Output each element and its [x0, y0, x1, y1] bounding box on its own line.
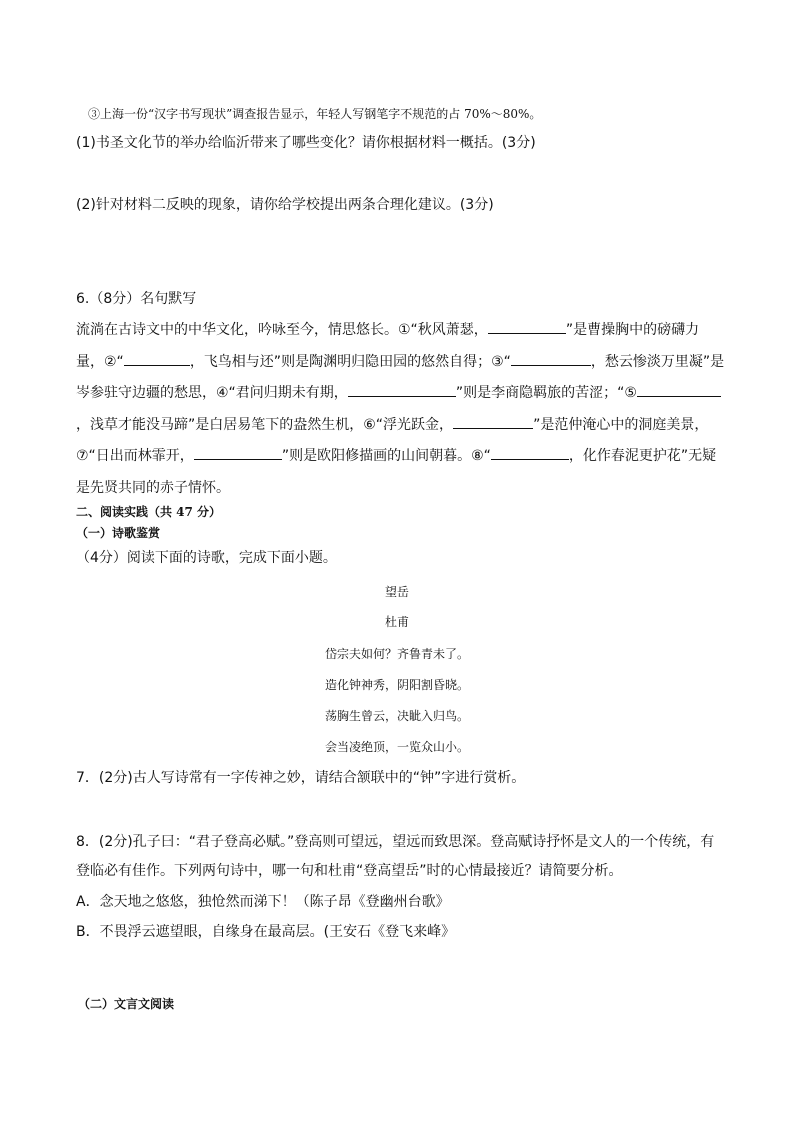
question-sub-1: (1)书圣文化节的举办给临沂带来了哪些变化？请你根据材料一概括。(3分): [76, 135, 536, 151]
question-7: 7．(2分)古人写诗常有一字传神之妙，请结合颔联中的“钟”字进行赏析。: [76, 770, 526, 786]
section-2-part-2: （二）文言文阅读: [78, 997, 175, 1011]
question-6-passage: 流淌在古诗文中的中华文化，吟咏至今，情思悠长。①“秋风萧瑟， ”是曹操胸中的磅礴力量，②“ ，飞鸟相与还”则是陶渊明归隐田园的悠然自得；③“ ，愁云惨淡万里凝”是岑参驻守边疆的愁思，④“君问归期未有期， ”则是李商隐羁旅的苦涩；“⑤，浅草才能没马蹄”是白居易笔下的盎然生机，⑥“浮光跃金， ”是范仲淹心中的洞庭美景，⑦“日出而林霏开， ”则是欧阳修描画的山间朝暮。⑧“ ，化作春泥更护花”无疑是先贤共同的赤子情怀。: [76, 315, 726, 504]
poem-instruction: （4分）阅读下面的诗歌，完成下面小题。: [76, 550, 337, 566]
question-8-option-b: B．不畏浮云遮望眼，自缘身在最高层。(王安石《登飞来峰》: [76, 924, 456, 940]
answer-blank-6[interactable]: [453, 414, 533, 429]
answer-blank-7[interactable]: [194, 445, 282, 460]
answer-blank-8[interactable]: [491, 445, 569, 460]
answer-blank-2[interactable]: [124, 351, 190, 366]
poem-author: 杜甫: [384, 615, 409, 629]
question-8-line-1: 8．(2分)孔子曰：“君子登高必赋。”登高则可望远，望远而致思深。登高赋诗抒怀是文人的一个传统，有: [76, 834, 715, 850]
section-2-part-1: （一）诗歌鉴赏: [76, 526, 161, 540]
question-8-line-2: 登临必有佳作。下列两句诗中，哪一句和杜甫“登高望岳”时的心情最接近？请简要分析。: [76, 863, 623, 879]
answer-blank-5[interactable]: [637, 382, 721, 397]
answer-blank-4[interactable]: [348, 382, 456, 397]
poem-line-2: 造化钟神秀，阴阳割昏晓。: [324, 678, 469, 692]
question-8-option-a: A．念天地之悠悠，独怆然而涕下！（陈子昂《登幽州台歌》: [76, 894, 450, 910]
poem-line-1: 岱宗夫如何？齐鲁青未了。: [324, 647, 469, 661]
answer-blank-1[interactable]: [488, 319, 566, 334]
question-sub-2: (2)针对材料二反映的现象，请你给学校提出两条合理化建议。(3分): [76, 197, 494, 213]
poem-line-4: 会当凌绝顶，一览众山小。: [324, 740, 469, 754]
question-6-title: 6.（8分）名句默写: [76, 291, 197, 307]
section-2-title: 二、阅读实践（共 47 分）: [76, 505, 222, 519]
poem-line-3: 荡胸生曾云，决眦入归鸟。: [324, 709, 469, 723]
answer-blank-3[interactable]: [511, 351, 591, 366]
poem-title: 望岳: [384, 585, 409, 599]
material-item-3: ③上海一份“汉字书写现状”调查报告显示，年轻人写钢笔字不规范的占 70%～80%。: [88, 107, 542, 121]
